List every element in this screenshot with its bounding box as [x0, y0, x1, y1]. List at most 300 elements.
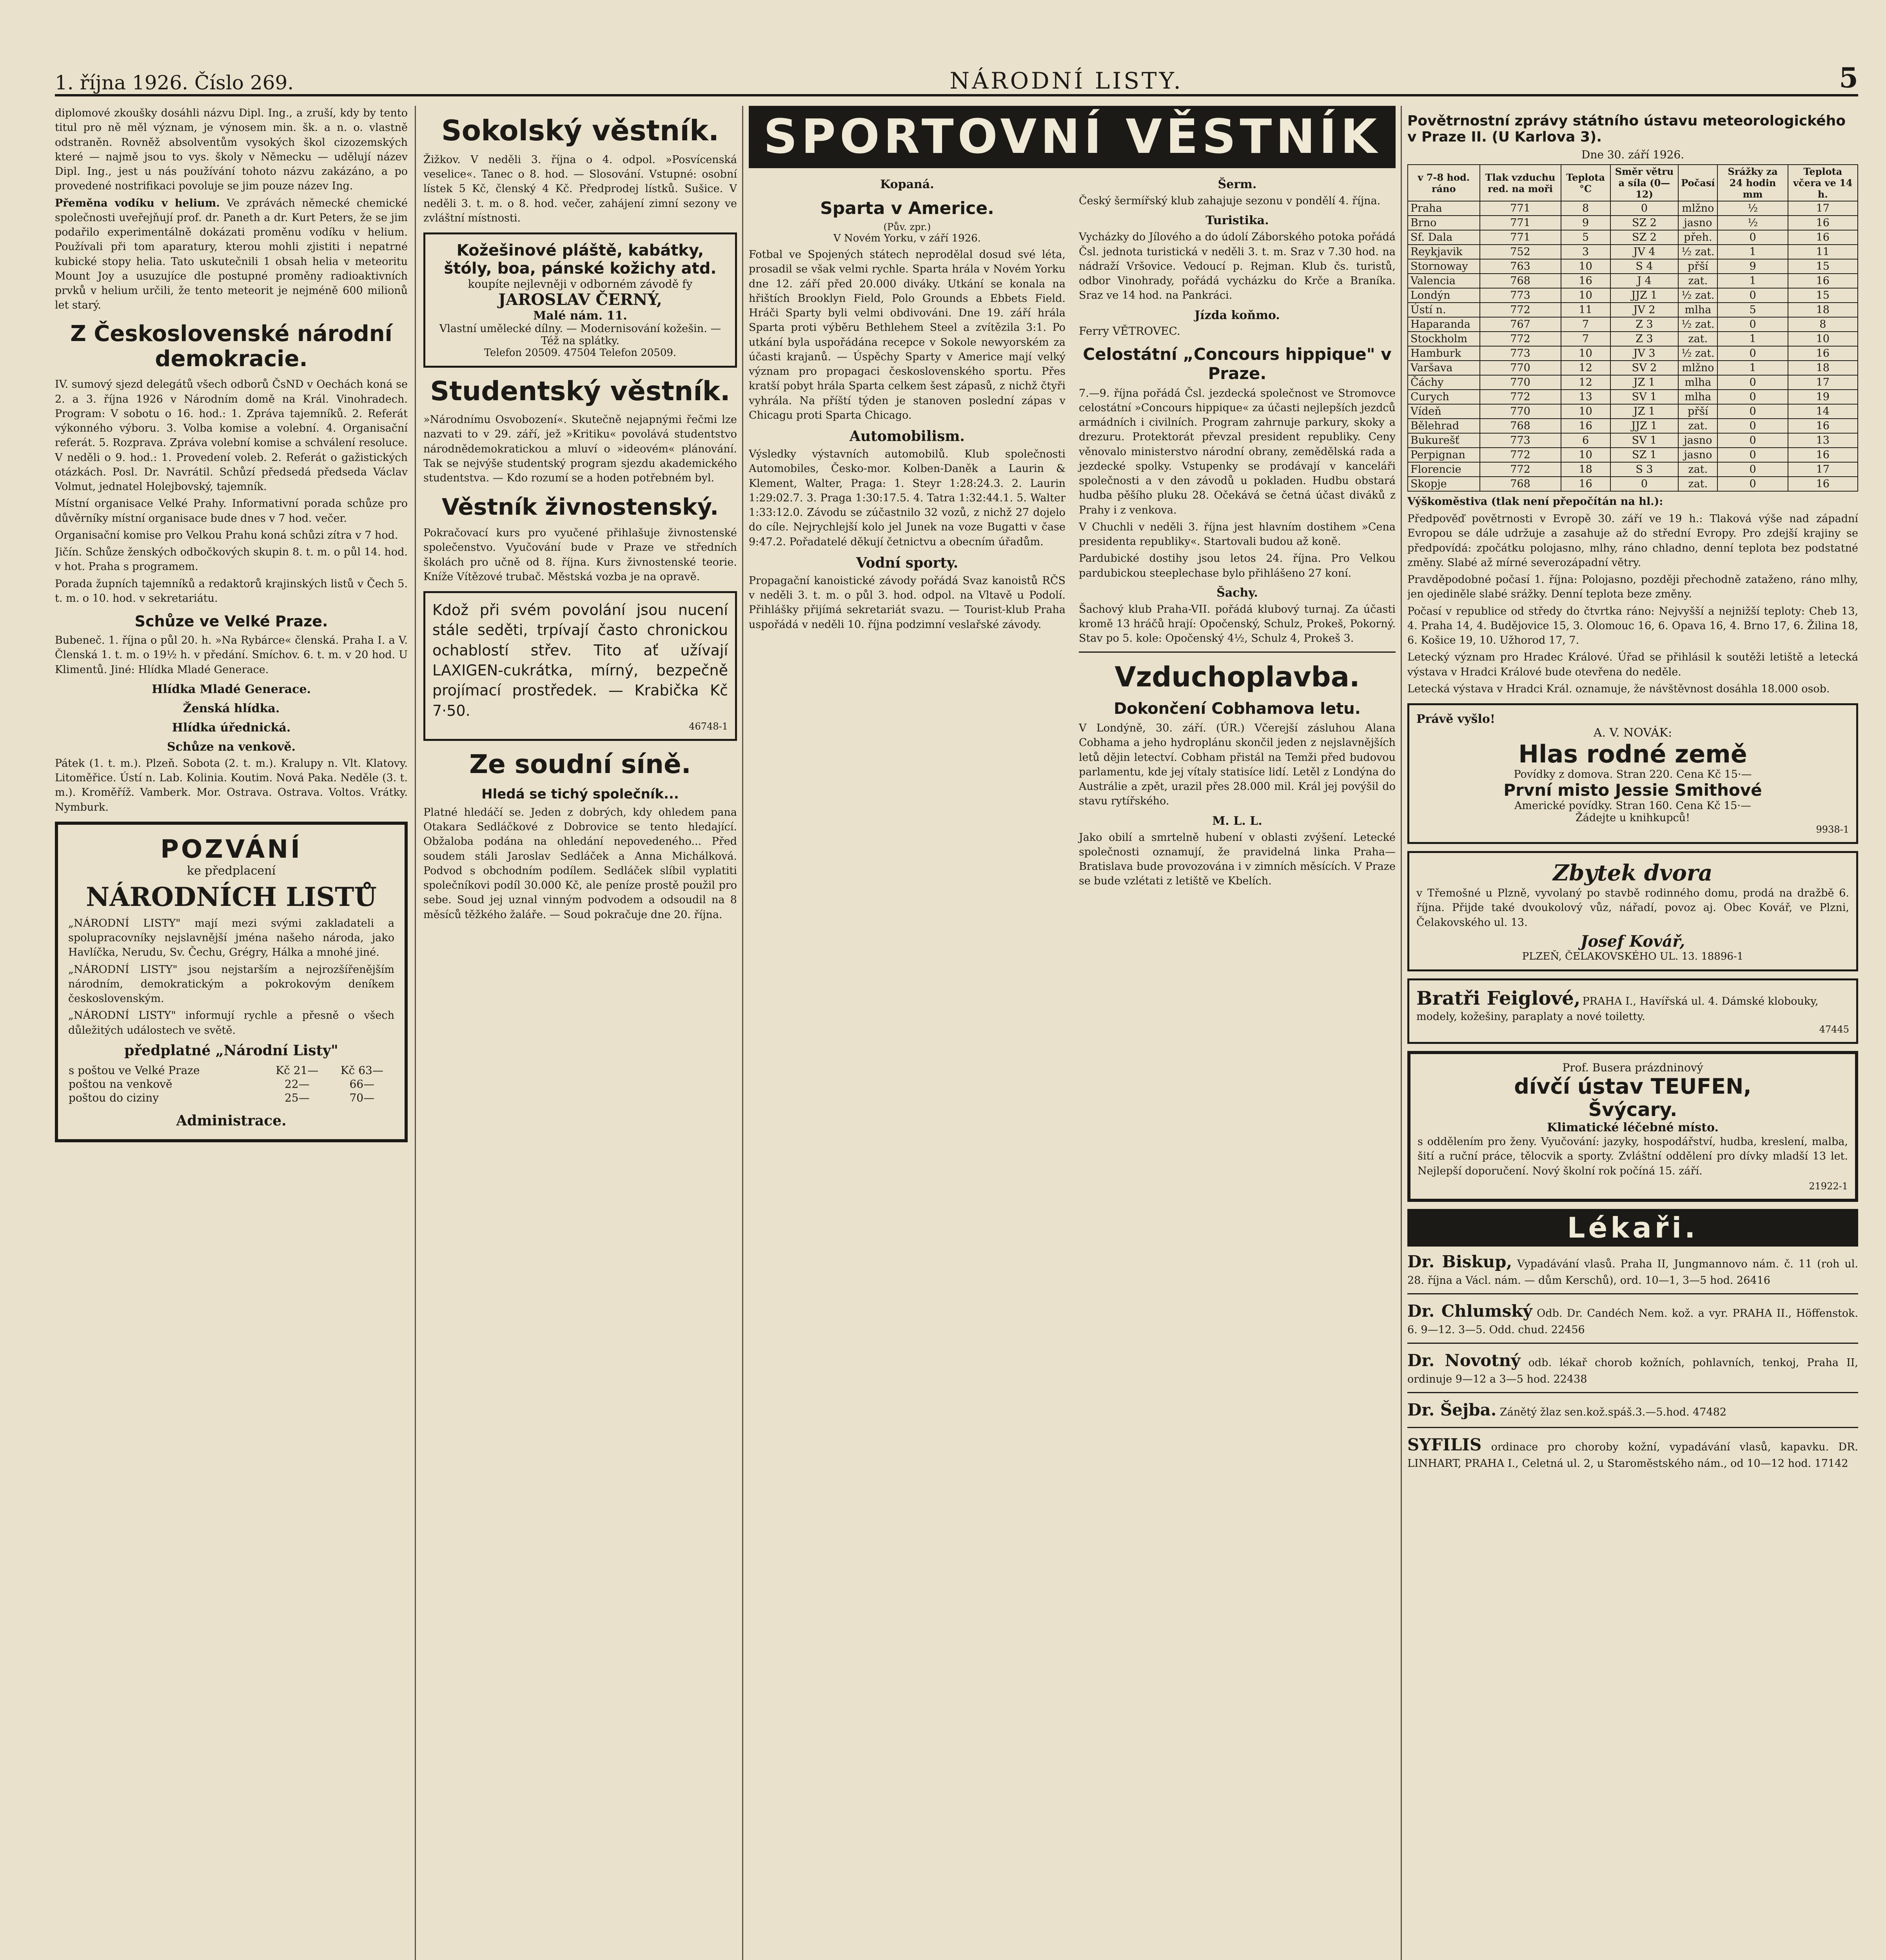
sports-right	[1079, 172, 1396, 891]
section-heading: Šerm.	[1218, 178, 1257, 191]
weather-title: Povětrnostní zprávy státního ústavu meteorologického v Praze II. (U Karlova 3).	[1407, 113, 1846, 145]
table-cell: 15	[1788, 288, 1858, 303]
table-cell: 16	[1788, 274, 1858, 288]
table-row	[1408, 216, 1858, 230]
table-cell: 770	[1480, 404, 1561, 419]
table-cell: 7	[1561, 332, 1610, 346]
table-cell: 10	[1788, 332, 1858, 346]
section-heading: Šachy.	[1216, 586, 1258, 600]
column-2	[423, 106, 737, 1960]
station-name: Haparanda	[1408, 317, 1480, 332]
ad-pretitle: Právě vyšlo!	[1416, 712, 1496, 726]
column-header: v 7-8 hod. ráno	[1408, 165, 1480, 201]
section-heading: Turistika.	[1205, 214, 1269, 228]
table-cell: JV 4	[1610, 245, 1679, 259]
ad-text: Vlastní umělecké dílny. — Modernisování kožešin. — Též na splátky.	[439, 323, 721, 347]
notice: Letecká výstava v Hradci Král. oznamuje, že návštěvnost dosáhla 18.000 osob.	[1407, 682, 1830, 695]
ad-paper-name: NÁRODNÍCH LISTŮ	[86, 881, 377, 912]
table-cell: 0	[1717, 404, 1788, 419]
price-month: 25—	[284, 1091, 310, 1104]
institute-ad	[1407, 1051, 1858, 1202]
article-text: Výsledky výstavních automobilů. Klub společnosti Automobiles, Česko-mor. Kolben-Daněk a Laurin & Klement, Walter, Praga: 1. Steyr 1:28:24.3. 2. Laurin 1:29:02.7. 3. Praga 1:30:17.5. 4. Tatra 1:32:44.1. 5. Walter 1:33:12.0. Závodu se zúčastnilo 32 vozů, z nichž 27 dojelo do cíle. Nejrychlejší kolo jel Junek na voze Bugatti v čase 9:47.2. Pořadatelé děkují četnictvu a obecním úřadům.	[749, 448, 1066, 548]
table-cell: 772	[1480, 462, 1561, 477]
article-text: Pátek (1. t. m.). Plzeň. Sobota (2. t. m.). Kralupy n. Vlt. Klatovy. Litoměřice. Ústí n. Lab. Kolinia. Koutim. Nová Paka. Neděle (3. t. m.). Kroměříž. Vamberk. Mor. Ostrava. Ostrava. Voltos. Vrátky. Nymburk.	[55, 757, 408, 813]
ad-code: 46748-1	[689, 720, 728, 732]
article-text: Bubeneč. 1. října o půl 20. h. »Na Rybárce« členská. Praha I. a V. Členská 1. t. m. o 19½ h. v předání. Smíchov. 6. t. m. v 20 hod. U Klimentů. Jiné: Hlídka Mladé Generace.	[55, 634, 408, 676]
table-cell: JJZ 1	[1610, 288, 1679, 303]
article-text: Propagační kanoistické závody pořádá Svaz kanoistů RČS v neděli 3. t. m. o půl 3. hod. odpol. na Vltavě u Podolí. Přihlášky přijímá sekretariát svazu. — Tourist-klub Praha uspořádá v neděli 10. října podzimní veslařské závody.	[749, 574, 1066, 631]
table-cell: 0	[1717, 419, 1788, 433]
notice: Místní organisace Velké Prahy. Informativní porada schůze pro důvěrníky místní organisace bude dnes v 7 hod. večer.	[55, 497, 408, 524]
ad-text: Žádejte u knihkupců!	[1575, 812, 1690, 824]
table-cell: SZ 2	[1610, 230, 1679, 245]
table-row	[1408, 419, 1858, 433]
station-name: Bukurešť	[1408, 433, 1480, 448]
ad-address: Malé nám. 11.	[533, 309, 627, 323]
table-cell: Z 3	[1610, 332, 1679, 346]
ad-title: První misto Jessie Smithové	[1503, 780, 1762, 800]
article-text: Vycházky do Jílového a do údolí Záborského potoka pořádá Čsl. jednota turistická v neděli 3. t. m. Sraz v 7.30 hod. na nádraží Vršovice. Vedoucí p. Rejman. Klub čs. turistů, odbor Vinohrady, pořádá vycházku do Krče a Braníka. Sraz ve 14 hod. na Pankráci.	[1079, 231, 1396, 302]
station-name: Stornoway	[1408, 259, 1480, 274]
article-text: 7.—9. října pořádá Čsl. jezdecká společnost ve Stromovce celostátní »Concours hippique« za účasti nejlepších jezdců armádních i civilních. Program zahrnuje parkury, skoky a drezuru. Protektorát převzal president republiky. Ceny věnovalo ministerstvo národní obrany, zemědělská rada a jezdecké spolky. Vstupenky se prodávají v kanceláři společnosti a v den závodů u pokladen. Hudbu obstará hudba pěšího pluku 28. Očekává se četná účast diváků z Prahy i z venkova.	[1079, 387, 1396, 516]
table-cell: 767	[1480, 317, 1561, 332]
price-label: poštou na venkově	[69, 1077, 172, 1091]
section-heading: Kopaná.	[880, 178, 934, 191]
column-1	[55, 106, 408, 1960]
subscription-ad	[55, 822, 408, 1142]
price-quarter: 70—	[349, 1091, 375, 1104]
table-cell: 9	[1561, 216, 1610, 230]
table-cell: 772	[1480, 332, 1561, 346]
table-cell: zat.	[1678, 332, 1717, 346]
table-cell: 0	[1717, 462, 1788, 477]
article-text: Šachový klub Praha-VII. pořádá klubový turnaj. Za účasti kromě 13 hráčů hrají: Opočenský, Schulz, Prokeš, Pokorný. Stav po 5. kole: Opočenský 4½, Schulz 4, Prokeš 3.	[1079, 603, 1396, 645]
table-cell: 773	[1480, 346, 1561, 361]
table-cell: mlha	[1678, 390, 1717, 404]
section-heading: M. L. L.	[1212, 814, 1262, 828]
section-heading: Věstník živnostenský.	[441, 494, 719, 521]
doctors-list	[1407, 1250, 1858, 1471]
column-header: Směr větru a síla (0—12)	[1610, 165, 1679, 201]
notice: Jičín. Schůze ženských odbočkových skupin 8. t. m. o půl 14. hod. v hot. Praha s programem.	[55, 546, 408, 573]
table-row	[1408, 245, 1858, 259]
table-cell: 0	[1717, 433, 1788, 448]
doctor-name: Dr. Chlumský	[1407, 1301, 1532, 1321]
table-cell: Z 3	[1610, 317, 1679, 332]
doctor-text: Odb. Dr. Candéch Nem. kož. a vyr. PRAHA II., Höffenstok. 6. 9—12. 3—5. Odd. chud. 22456	[1407, 1307, 1858, 1336]
ad-pretitle: Prof. Busera prázdninový	[1562, 1061, 1703, 1074]
ad-text: „NÁRODNÍ LISTY" mají mezi svými zakladateli a spolupracovníky nejslavnější jména našeho národa, jako Havlíčka, Nerudu, Sv. Čechu, Grégry, Hálka a mnohé jiné.	[68, 917, 394, 959]
section-heading: Z Československé národní demokracie.	[70, 321, 392, 372]
column-header: Tlak vzduchu red. na moři	[1480, 165, 1561, 201]
table-cell: 771	[1480, 201, 1561, 216]
inline-heading: Přeměna vodíku v helium.	[55, 197, 220, 209]
table-cell: J 4	[1610, 274, 1679, 288]
weather-subtitle: Výškoměstiva (tlak není přepočítán na hl.):	[1407, 495, 1663, 508]
table-cell: jasno	[1678, 216, 1717, 230]
table-cell: 16	[1788, 448, 1858, 462]
doctor-text: Zánětý žlaz sen.kož.spáš.3.—5.hod. 47482	[1499, 1406, 1727, 1419]
table-row	[1408, 448, 1858, 462]
column-header: Počasí	[1678, 165, 1717, 201]
table-row	[1408, 201, 1858, 216]
table-cell: mlžno	[1678, 201, 1717, 216]
dateline: V Novém Yorku, v září 1926.	[833, 232, 981, 244]
ad-title: POZVÁNÍ	[160, 835, 302, 864]
table-cell: přší	[1678, 404, 1717, 419]
article-text: Platné hledáčí se. Jeden z dobrých, kdy ohledem pana Otakara Sedláčkové z Dobrovice se tento hledající. Obžaloba podána na ohledání nepovedeného... Před soudem stáli Jaroslav Sedláček a Anna Michálková. Podvod s obchodním podílem. Sedláček slíbil vyplatiti společníkovi podíl 30.000 Kč, ale peníze prostě použil pro sebe. Soud jej uznal vinným podvodem a odsoudil na 8 měsíců těžkého žaláře. — Soud pokračuje dne 20. října.	[423, 806, 737, 921]
article-text: V Chuchli v neděli 3. října jest hlavním dostihem »Cena presidenta republiky«. Startovali budou až koně.	[1079, 521, 1396, 548]
table-cell: 16	[1561, 274, 1610, 288]
table-cell: 0	[1717, 375, 1788, 390]
table-cell: 772	[1480, 390, 1561, 404]
table-row	[1408, 288, 1858, 303]
article-text: Fotbal ve Spojených státech neprodělal dosud své léta, prosadil se však velmi rychle. Sparta hrála v Novém Yorku dne 12. září před 20.000 diváky. Utkání se konala na hřištích Brooklyn Field, Polo Grounds a Ebbets Field. Hráči Sparty byli velmi obdivováni. Dne 19. září hrála Sparta proti výběru Bethlehem Steel a zvítězila 3:1. Po utkání byla uspořádána recepce v Sokole newyorském za účasti krajanů. — Úspěchy Sparty v Americe mají velký význam pro propagaci československého sportu. Přes kratší pobyt hrála Sparta celkem šest zápasů, z nichž čtyři vyhrála. Na příští týden je stanoven poslední zápas v Chicagu proti Sparta Chicago.	[749, 249, 1066, 421]
table-cell: 770	[1480, 375, 1561, 390]
article-text: »Národnímu Osvobození«. Skutečně nejapnými řečmi lze nazvati to v 29. září, jež »Kritiku« povolává studentstvo národnědemokratickou a mluví o »ideovém« plánování. Tak se nejvýše studentský program sjezdu akademického studentstva. — Kdo rozumí se a hoden potřebném byl.	[423, 414, 737, 485]
table-cell: 18	[1788, 303, 1858, 317]
fur-ad	[423, 232, 737, 368]
ad-text: Povídky z domova. Stran 220. Cena Kč 15·—	[1514, 768, 1752, 780]
table-cell: JJZ 1	[1610, 419, 1679, 433]
table-cell: mlha	[1678, 375, 1717, 390]
table-cell: SV 2	[1610, 361, 1679, 375]
table-cell: 0	[1717, 317, 1788, 332]
notice: Počasí v republice od středy do čtvrtka ráno: Nejvyšší a nejnižší teploty: Cheb 13, 4. Praha 14, 4. Budějovice 15, 3. Olomouc 16, 6. Opava 16, 4. Brno 17, 6. Žilina 18, 6. Košice 19, 10. Užhorod 17, 7.	[1407, 605, 1858, 646]
section-heading: Vzduchoplavba.	[1115, 661, 1360, 693]
table-cell: ½ zat.	[1678, 288, 1717, 303]
doctor-text: odb. lékař chorob kožních, pohlavních, tenkoj, Praha II, ordinuje 9—12 a 3—5 hod. 22438	[1407, 1357, 1858, 1386]
ad-text: „NÁRODNÍ LISTY" informují rychle a přesně o všech důležitých událostech ve světě.	[68, 1009, 394, 1036]
table-row	[1408, 259, 1858, 274]
weather-forecast: Předpověď povětrnosti v Evropě 30. září ve 19 h.: Tlaková výše nad západní Evropou se dále udržuje a zasahuje až do střední Evropy. Pro zdejší krajiny se předpovídá: zpočátku polojasno, mlhy, ráno chladno, denní teplota bez podstatné změny. Slabé až mírné severozápadní větry.	[1407, 513, 1858, 569]
table-cell: S 3	[1610, 462, 1679, 477]
table-cell: 14	[1788, 404, 1858, 419]
ad-title: Hlas rodné země	[1518, 740, 1747, 768]
column-3	[749, 106, 1396, 1960]
table-cell: JZ 1	[1610, 375, 1679, 390]
table-cell: 11	[1561, 303, 1610, 317]
station-name: Stockholm	[1408, 332, 1480, 346]
table-cell: 17	[1788, 201, 1858, 216]
ad-subtitle: Švýcary.	[1588, 1099, 1677, 1121]
ad-text: PRAHA I., Havířská ul. 4. Dámské klobouky, modely, kožešiny, paraplaty a nové toiletty.	[1416, 995, 1819, 1023]
station-name: Varšava	[1408, 361, 1480, 375]
doctor-text: ordinace pro choroby kožní, vypadávání vlasů, kapavku. DR. LINHART, PRAHA I., Celetná ul. 2, u Staroměstského nám., od 10—12 hod. 17142	[1407, 1441, 1858, 1470]
ad-text: s oddělením pro ženy. Vyučování: jazyky, hospodářství, hudba, kreslení, malba, šití a ruční práce, tělocvik a sporty. Zvláštní oddělení pro dívky mladší 13 let. Nejlepší doporučení. Nový školní rok počíná 15. září.	[1418, 1136, 1848, 1177]
doctor-entry	[1407, 1300, 1858, 1337]
station-name: Skopje	[1408, 477, 1480, 491]
section-heading: Studentský věstník.	[430, 376, 730, 407]
table-cell: 1	[1717, 361, 1788, 375]
table-cell: 11	[1788, 245, 1858, 259]
section-heading: Automobilism.	[850, 428, 965, 445]
ad-code: 9938-1	[1816, 824, 1849, 835]
table-cell: 768	[1480, 419, 1561, 433]
ad-text: Kdož při svém povolání jsou nucení stále seděti, trpívají často chronickou ochablostí střev. Tito ať užívají LAXIGEN-cukrátka, mírný, bezpečně projímací prostředek. — Krabička Kč 7·50.	[432, 601, 728, 719]
table-row	[1408, 375, 1858, 390]
table-row	[1408, 346, 1858, 361]
table-cell: 1	[1717, 274, 1788, 288]
table-cell: 0	[1610, 201, 1679, 216]
table-cell: mlžno	[1678, 361, 1717, 375]
table-cell: 0	[1610, 477, 1679, 491]
station-name: Curych	[1408, 390, 1480, 404]
station-name: Čáchy	[1408, 375, 1480, 390]
table-cell: 16	[1788, 477, 1858, 491]
table-cell: JV 2	[1610, 303, 1679, 317]
table-cell: 12	[1561, 375, 1610, 390]
table-row	[1408, 361, 1858, 375]
table-cell: 10	[1561, 259, 1610, 274]
ad-code: 47445	[1819, 1024, 1849, 1035]
table-cell: mlha	[1678, 303, 1717, 317]
table-cell: 0	[1717, 448, 1788, 462]
table-cell: JZ 1	[1610, 404, 1679, 419]
sports-left	[749, 172, 1066, 891]
table-cell: 16	[1788, 419, 1858, 433]
table-cell: ½ zat.	[1678, 346, 1717, 361]
table-cell: 9	[1717, 259, 1788, 274]
table-cell: ½ zat.	[1678, 245, 1717, 259]
table-cell: 773	[1480, 288, 1561, 303]
doctor-entry	[1407, 1250, 1858, 1288]
byline: Ferry VĚTROVEC.	[1079, 324, 1180, 338]
table-cell: 16	[1788, 216, 1858, 230]
column-header: Teplota včera ve 14 h.	[1788, 165, 1858, 201]
table-cell: 771	[1480, 230, 1561, 245]
article-text: IV. sumový sjezd delegátů všech odborů ČsND v Oechách koná se 2. a 3. října 1926 v Národním domě na Král. Vinohradech. Program: V sobotu o 16. hod.: 1. Zpráva tajemníků. 2. Referát výkonného výboru. 3. Volba komise a volební. 4. Organisační referát. 5. Rozprava. Zpráva volební komise a schválení resoluce. V neděli o 9. hod.: 1. Provedení voleb. 2. Referát o gažistických otázkách. Posl. Dr. Navrátil. Schůzí předsedá předseda Václav Volmut, jednatel Holejbovský, tajemník.	[55, 378, 408, 493]
table-cell: 10	[1561, 404, 1610, 419]
table-row	[1408, 317, 1858, 332]
table-cell: 16	[1561, 419, 1610, 433]
table-cell: 752	[1480, 245, 1561, 259]
table-cell: ½	[1717, 201, 1788, 216]
table-cell: 10	[1561, 346, 1610, 361]
table-cell: 5	[1717, 303, 1788, 317]
table-cell: 0	[1717, 230, 1788, 245]
section-heading: Hlídka Mladé Generace.	[152, 682, 311, 696]
station-name: Sf. Dala	[1408, 230, 1480, 245]
article-body: Ve zprávách německé chemické společnosti uveřejňují prof. dr. Paneth a dr. Kurt Peters, že se jim podařilo experimentálně dokázati proměnu vodíku v helium. Používali při tom aparatury, kterou mohli zjistiti i nepatrné kubické stopy helia. Tato uskutečnili 1 obsah helia v meteoritu Mount Joy a usuzujíce dle postupné proměny radioaktivních prvků v helium určili, že tento meteorit je nejméně 600 milionů let starý.	[55, 197, 408, 312]
station-name: Florencie	[1408, 462, 1480, 477]
feigl-ad	[1407, 978, 1858, 1044]
table-cell: zat.	[1678, 419, 1717, 433]
table-cell: S 4	[1610, 259, 1679, 274]
table-cell: 0	[1717, 477, 1788, 491]
table-cell: 8	[1561, 201, 1610, 216]
table-cell: 19	[1788, 390, 1858, 404]
ad-text: Americké povídky. Stran 160. Cena Kč 15·—	[1514, 800, 1752, 812]
table-cell: 6	[1561, 433, 1610, 448]
auction-ad	[1407, 851, 1858, 971]
column-header: Srážky za 24 hodin mm	[1717, 165, 1788, 201]
article-text: Jako obilí a smrtelně hubení v oblasti zvýšení. Letecké společnosti oznamují, že pravidelná linka Praha—Bratislava bude provozována i v zimních měsících. V Praze se bude vzlétati z letiště ve Kbelích.	[1079, 831, 1396, 887]
table-cell: 7	[1561, 317, 1610, 332]
issue-date: 1. října 1926. Číslo 269.	[55, 71, 294, 94]
table-cell: 8	[1788, 317, 1858, 332]
section-heading: Schůze ve Velké Praze.	[134, 613, 328, 630]
ad-title: Zbytek dvora	[1553, 860, 1713, 886]
sports-banner: SPORTOVNÍ VĚSTNÍK	[749, 106, 1396, 168]
table-row	[68, 1077, 394, 1091]
table-cell: 0	[1717, 390, 1788, 404]
price-month: 22—	[284, 1077, 310, 1091]
article-text: Český šermířský klub zahajuje sezonu v pondělí 4. října.	[1079, 195, 1381, 207]
table-cell: 0	[1717, 346, 1788, 361]
price-quarter: Kč 63—	[340, 1063, 383, 1077]
station-name: Ústí n.	[1408, 303, 1480, 317]
table-cell: 16	[1788, 230, 1858, 245]
ad-title: dívčí ústav TEUFEN,	[1514, 1074, 1752, 1099]
ad-text: koupíte nejlevněji v odborném závodě fy	[468, 278, 693, 291]
table-cell: 17	[1788, 375, 1858, 390]
table-cell: 10	[1561, 288, 1610, 303]
article-title: Celostátní „Concours hippique" v Praze.	[1083, 344, 1392, 383]
table-row	[68, 1063, 394, 1077]
divider	[1407, 1392, 1858, 1393]
table-cell: 763	[1480, 259, 1561, 274]
doctor-name: Dr. Šejba.	[1407, 1400, 1497, 1420]
table-row	[1408, 332, 1858, 346]
table-cell: 5	[1561, 230, 1610, 245]
weather-date: Dne 30. září 1926.	[1581, 148, 1685, 161]
divider	[1407, 1293, 1858, 1294]
table-cell: SZ 2	[1610, 216, 1679, 230]
ad-company: JAROSLAV ČERNÝ,	[498, 290, 662, 309]
table-cell: 12	[1561, 361, 1610, 375]
table-cell: 16	[1788, 346, 1858, 361]
table-cell: jasno	[1678, 433, 1717, 448]
masthead	[55, 59, 1858, 96]
station-name: Hamburk	[1408, 346, 1480, 361]
book-ad	[1407, 703, 1858, 844]
article-title: Dokončení Cobhamova letu.	[1114, 700, 1361, 718]
section-heading: Jízda koňmo.	[1194, 308, 1280, 322]
sports-columns	[749, 172, 1396, 891]
table-cell: přší	[1678, 259, 1717, 274]
column-divider	[742, 106, 743, 1960]
table-cell: zat.	[1678, 274, 1717, 288]
ad-headline: Kožešinové pláště, kabátky, štóly, boa, pánské kožichy atd.	[444, 241, 717, 278]
doctor-name: SYFILIS	[1407, 1435, 1482, 1455]
laxigen-ad	[423, 591, 737, 741]
table-cell: 772	[1480, 448, 1561, 462]
article-text: V Londýně, 30. září. (ÚR.) Včerejší zásluhou Alana Cobhama a jeho hydroplánu skončil jeden z nejslavnějších letů dějin letectví. Cobham přistál na Temži před budovou parlamentu, kde jej vítaly statisíce lidí. Letěl z Londýna do Austrálie a zpět, urazil přes 28.000 mil. Král jej povýšil do stavu rytířského.	[1079, 722, 1396, 808]
article-text: Pokračovací kurs pro vyučené přihlašuje živnostenské společenstvo. Vyučování bude v Praze ve středních školách pro učně od 8. října. Kurs živnostenské teorie. Kníže Vítězové trubač. Městská vozba je na opravě.	[423, 527, 737, 583]
table-row	[1408, 433, 1858, 448]
table-row	[1408, 230, 1858, 245]
article-title: Sparta v Americe.	[820, 198, 994, 218]
doctors-banner: Lékaři.	[1407, 1209, 1858, 1247]
station-name: Bělehrad	[1408, 419, 1480, 433]
section-heading: Sokolský věstník.	[441, 114, 719, 147]
ad-author: A. V. NOVÁK:	[1593, 726, 1672, 740]
table-cell: zat.	[1678, 477, 1717, 491]
article-subtitle: Hledá se tichý společník...	[481, 786, 679, 802]
table-row	[1408, 404, 1858, 419]
table-cell: 15	[1788, 259, 1858, 274]
paper-name: NÁRODNÍ LISTY.	[949, 67, 1183, 94]
station-name: Valencia	[1408, 274, 1480, 288]
ad-side: Klimatické léčebné místo.	[1547, 1121, 1719, 1134]
table-cell: ½	[1717, 216, 1788, 230]
article-text: Pardubické dostihy jsou letos 24. října. Pro Velkou pardubickou steeplechase bylo přihlášeno 27 koní.	[1079, 552, 1396, 579]
table-cell: SZ 1	[1610, 448, 1679, 462]
station-name: Reykjavik	[1408, 245, 1480, 259]
column-header: Teplota °C	[1561, 165, 1610, 201]
price-label: s poštou ve Velké Praze	[69, 1063, 200, 1077]
divider	[1407, 1343, 1858, 1344]
station-name: Praha	[1408, 201, 1480, 216]
table-cell: 1	[1717, 245, 1788, 259]
weather-table	[1407, 164, 1858, 492]
station-name: Londýn	[1408, 288, 1480, 303]
table-cell: 18	[1788, 361, 1858, 375]
ad-footer: Administrace.	[176, 1112, 287, 1129]
price-quarter: 66—	[349, 1077, 375, 1091]
table-cell: zat.	[1678, 462, 1717, 477]
page-number: 5	[1839, 62, 1858, 94]
divider	[1407, 1427, 1858, 1428]
section-heading: Ze soudní síně.	[469, 749, 691, 779]
price-table	[68, 1063, 394, 1105]
table-row	[1408, 390, 1858, 404]
ad-address-text: PLZEŇ, ČELAKOVSKÉHO UL. 13.	[1522, 950, 1698, 962]
table-row	[1408, 462, 1858, 477]
doctor-name: Dr. Novotný	[1407, 1351, 1521, 1370]
table-cell: 771	[1480, 216, 1561, 230]
column-divider	[1401, 106, 1402, 1960]
section-heading: Ženská hlídka.	[183, 701, 280, 715]
article-text: diplomové zkoušky dosáhli názvu Dipl. Ing., a zruší, kdy by tento titul pro ně měl význam, je výnosem min. šk. a n. o. vlastně odstraněn. Rovněž absolventům vysokých škol cizozemských které — najmě jsou to vys. školy v Německu — udělují název Dipl. Ing., jest u nás používání tohoto názvu zakázáno, a po provedené nostrifikaci povoluje se jim pouze název Ing.	[55, 107, 408, 192]
price-label: poštou do ciziny	[69, 1091, 159, 1104]
weather-table-body	[1408, 201, 1858, 491]
table-cell: 772	[1480, 303, 1561, 317]
column-divider	[415, 106, 416, 1960]
table-cell: 0	[1717, 288, 1788, 303]
doctor-name: Dr. Biskup,	[1407, 1252, 1512, 1271]
table-cell: jasno	[1678, 448, 1717, 462]
table-cell: ½ zat.	[1678, 317, 1717, 332]
table-header-row	[1408, 165, 1858, 201]
section-heading: Hlídka úřednická.	[172, 720, 291, 735]
table-row	[1408, 303, 1858, 317]
ad-company: Josef Kovář,	[1580, 932, 1685, 951]
article-text: Žižkov. V neděli 3. října o 4. odpol. »Posvícenská veselice«. Tanec o 8. hod. — Slosování. Vstupné: osobní lístek 5 Kč, členský 4 Kč. Předprodej lístků. Sušice. V neděli 3. t. m. o 8. hod. večer, zahájení zimní sezony ve zvláštní místnosti.	[423, 153, 737, 224]
station-name: Vídeň	[1408, 404, 1480, 419]
ad-prices-title: předplatné „Národní Listy"	[124, 1042, 338, 1059]
notice: Organisační komise pro Velkou Prahu koná schůzi zítra v 7 hod.	[55, 529, 398, 541]
station-name: Brno	[1408, 216, 1480, 230]
section-heading: Vodní sporty.	[856, 554, 958, 571]
table-row	[1408, 477, 1858, 491]
ad-text: v Třemošné u Plzně, vyvolaný po stavbě rodinného domu, prodá na dražbě 6. října. Přijde také dvoukolový vůz, nářadí, povoz aj. Obec Kovář, ve Plzni, Čelakovského ul. 13.	[1416, 887, 1849, 929]
ad-code: 18896-1	[1701, 950, 1744, 962]
table-cell: 13	[1788, 433, 1858, 448]
table-cell: přeh.	[1678, 230, 1717, 245]
doctor-text: Vypadávání vlasů. Praha II, Jungmannovo nám. č. 11 (roh ul. 28. října a Václ. nám. — dům Kerschů), ord. 10—1, 3—5 hod. 26416	[1407, 1258, 1858, 1287]
notice: Pravděpodobné počasí 1. října: Polojasno, později přechodně zataženo, ráno mlhy, jen ojediněle slabé srážky. Denní teplota beze změny.	[1407, 573, 1858, 601]
table-cell: 17	[1788, 462, 1858, 477]
table-cell: JV 3	[1610, 346, 1679, 361]
table-row	[68, 1091, 394, 1105]
table-cell: 3	[1561, 245, 1610, 259]
ad-text: „NÁRODNÍ LISTY" jsou nejstarším a nejrozšířenějším národním, demokratickým a pokrokovým deníkem československým.	[68, 963, 394, 1005]
column-4	[1407, 106, 1858, 1960]
station-name: Perpignan	[1408, 448, 1480, 462]
table-cell: 18	[1561, 462, 1610, 477]
